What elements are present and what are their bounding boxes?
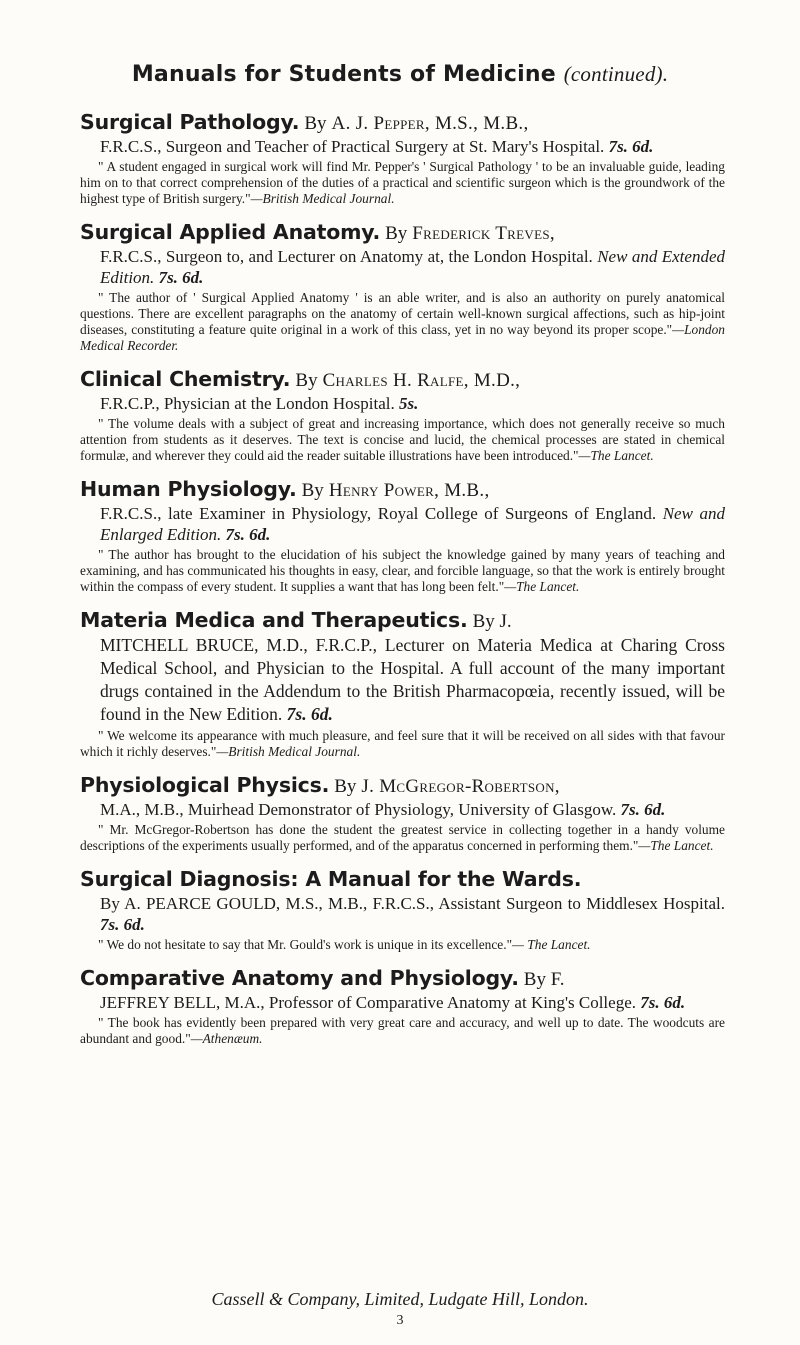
book-entry (80, 110, 725, 207)
review-source: —The Lancet. (638, 838, 714, 853)
review-source: —London Medical Recorder. (80, 322, 725, 353)
book-entry (80, 477, 725, 595)
book-title: Comparative Anatomy and Physiology. (80, 966, 519, 990)
book-entry (80, 220, 725, 354)
book-price: 7s. 6d. (100, 915, 145, 934)
by-label: By (304, 113, 327, 134)
book-entry (80, 966, 725, 1047)
book-edition: New and Enlarged Edition. (100, 504, 725, 544)
by-label: By (334, 776, 357, 797)
review-quote: " The author of ' Surgical Applied Anatomy ' is an able writer, and is also an authority on purely anatomical questions. There are excellent paragraphs on the anatomy of certain well-known surgical affections, such as hip-joint diseases, constituting a feature quite original in a work of this class, yet in no way beyond its proper scope." (80, 290, 725, 337)
book-title: Materia Medica and Therapeutics. (80, 608, 468, 632)
review-source: —The Lancet. (504, 579, 580, 594)
book-details: MITCHELL BRUCE, M.D., F.R.C.P., Lecturer on Materia Medica at Charing Cross Medical School, and Physician to the Hospital. A full account of the many important drugs contained in the Addendum to the British Pharmacopœia, recently issued, will be found in the New Edition. (100, 635, 725, 724)
book-details: F.R.C.P., Physician at the London Hospital. (100, 394, 395, 413)
book-price: 7s. 6d. (608, 137, 654, 156)
page-number: 3 (396, 1313, 404, 1328)
review-quote: " The author has brought to the elucidation of his subject the knowledge gained by many years of teaching and examining, and has communicated his thoughts in easy, clear, and forcible language, so that the work is entirely brought within the compass of every student. It supplies a want that has long been felt." (80, 547, 725, 594)
by-label: By (295, 370, 318, 391)
book-title: Clinical Chemistry. (80, 367, 291, 391)
publisher-imprint: Cassell & Company, Limited, Ludgate Hill, London. (211, 1289, 589, 1309)
page-header (0, 62, 800, 87)
book-details: JEFFREY BELL, M.A., Professor of Comparative Anatomy at King's College. (100, 993, 636, 1012)
book-entry (80, 367, 725, 464)
book-title: Physiological Physics. (80, 773, 330, 797)
book-list (80, 110, 725, 1060)
review-quote: " Mr. McGregor-Robertson has done the student the greatest service in collecting together in a handy volume descriptions of the experiments usually performed, and of the apparatus concerned in performing them." (80, 822, 725, 853)
review-source: —Athenæum. (190, 1031, 263, 1046)
book-price: 5s. (398, 394, 419, 413)
review-quote: " The volume deals with a subject of great and increasing importance, which does not generally receive so much attention from students as it deserves. The text is concise and lucid, the chemical processes are stated in chemical formulæ, and wherever they could aid the reader suitable illustrations have been introduced." (80, 416, 725, 463)
page-title: Manuals for Students of Medicine (131, 62, 556, 87)
book-author: Henry Power, M.B., (328, 480, 490, 501)
review-source: —British Medical Journal. (250, 191, 395, 206)
book-title: Surgical Pathology. (80, 110, 300, 134)
book-entry (80, 608, 725, 760)
review-source: —British Medical Journal. (216, 744, 361, 759)
book-entry (80, 773, 725, 854)
book-author: J. McGregor-Robertson, (361, 776, 560, 797)
review-source: — The Lancet. (512, 937, 591, 952)
by-label: By (301, 480, 324, 501)
book-details: By A. PEARCE GOULD, M.S., M.B., F.R.C.S., Assistant Surgeon to Middlesex Hospital. (100, 894, 725, 913)
book-entry (80, 867, 725, 953)
book-price: 7s. 6d. (158, 268, 204, 287)
by-label: By F. (523, 969, 565, 990)
by-label: By J. (472, 611, 512, 632)
book-author: Charles H. Ralfe, M.D., (322, 370, 521, 391)
book-title: Human Physiology. (80, 477, 297, 501)
book-details: M.A., M.B., Muirhead Demonstrator of Physiology, University of Glasgow. (100, 800, 617, 819)
book-price: 7s. 6d. (286, 704, 333, 724)
book-edition: New and Extended Edition. (100, 247, 725, 287)
review-source: —The Lancet. (578, 448, 654, 463)
book-author: A. J. Pepper, M.S., M.B., (331, 113, 529, 134)
continued-note: (continued). (563, 62, 669, 86)
book-price: 7s. 6d. (225, 525, 271, 544)
book-details: F.R.C.S., Surgeon and Teacher of Practical Surgery at St. Mary's Hospital. (100, 137, 605, 156)
book-details: F.R.C.S., Surgeon to, and Lecturer on Anatomy at, the London Hospital. (100, 247, 593, 266)
book-title: Surgical Applied Anatomy. (80, 220, 381, 244)
book-title: Surgical Diagnosis: A Manual for the Wards. (80, 867, 582, 891)
book-price: 7s. 6d. (620, 800, 666, 819)
book-price: 7s. 6d. (640, 993, 686, 1012)
by-label: By (385, 223, 408, 244)
book-details: F.R.C.S., late Examiner in Physiology, Royal College of Surgeons of England. (100, 504, 657, 523)
review-quote: " A student engaged in surgical work will find Mr. Pepper's ' Surgical Pathology ' to be an invaluable guide, leading him on to that correct comprehension of the duties of a practical and scientific surgeon which is the groundwork of the highest type of British surgery." (80, 159, 725, 206)
review-quote: " We welcome its appearance with much pleasure, and feel sure that it will be received on all sides with that favour which it richly deserves." (80, 728, 725, 759)
review-quote: " We do not hesitate to say that Mr. Gould's work is unique in its excellence." (98, 937, 513, 952)
review-quote: " The book has evidently been prepared with very great care and accuracy, and well up to date. The woodcuts are abundant and good." (80, 1015, 725, 1046)
book-author: Frederick Treves, (412, 223, 555, 244)
